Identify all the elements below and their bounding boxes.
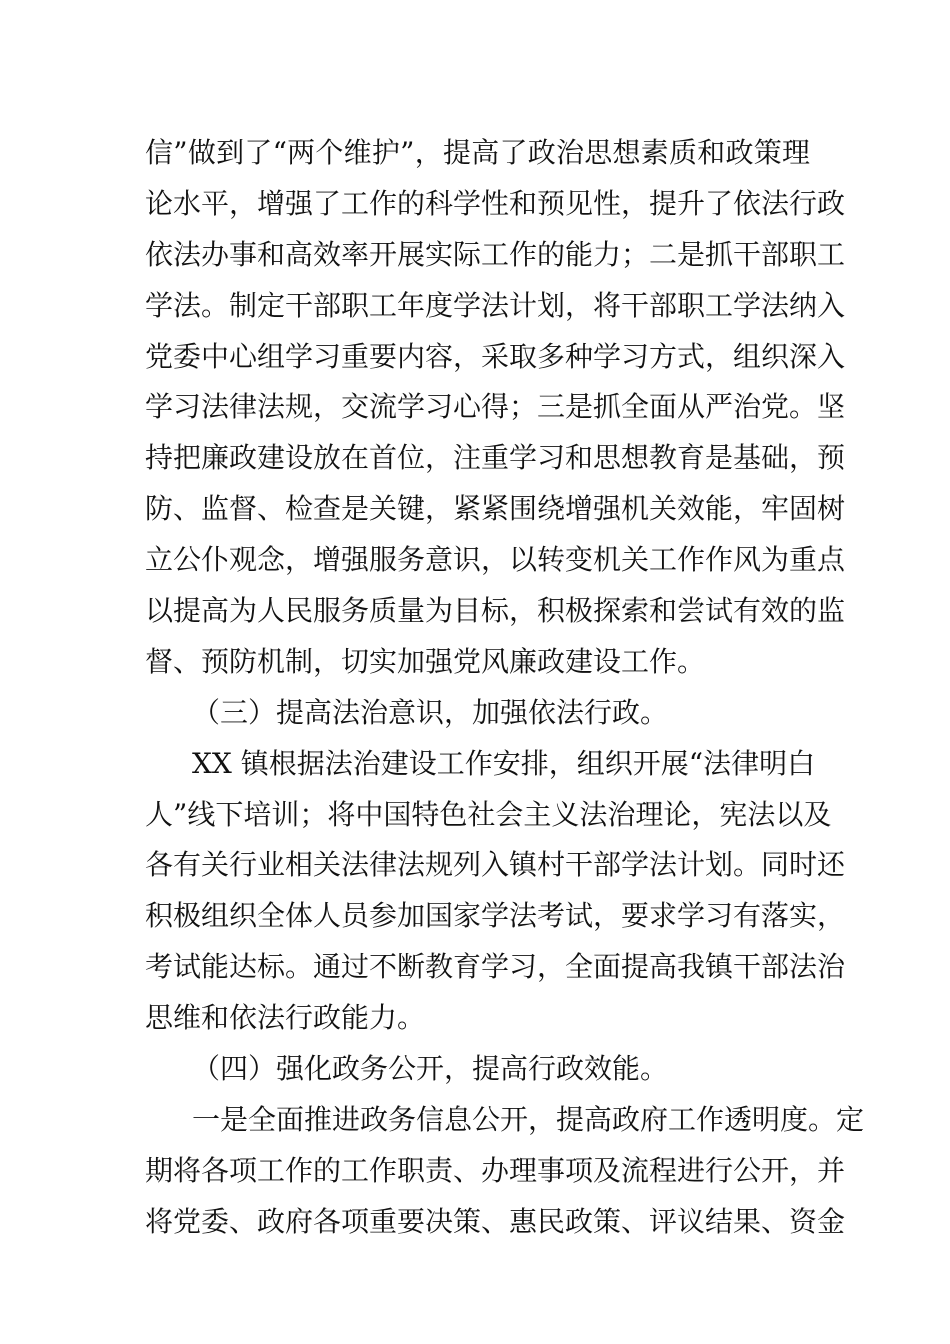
text-line: 期将各项工作的工作职责、办理事项及流程进行公开，并 bbox=[145, 1153, 846, 1187]
text-line: 持把廉政建设放在首位，注重学习和思想教育是基础，预 bbox=[145, 441, 846, 475]
text-line: 学法。制定干部职工年度学法计划，将干部职工学法纳入 bbox=[145, 288, 846, 322]
section-heading-3: （三）提高法治意识，加强依法行政。 bbox=[192, 695, 669, 729]
body-text bbox=[145, 128, 865, 1248]
text-line: 论水平，增强了工作的科学性和预见性，提升了依法行政 bbox=[145, 186, 846, 220]
text-line: 一是全面推进政务信息公开，提高政府工作透明度。定 bbox=[192, 1102, 865, 1136]
text-line: 立公仆观念，增强服务意识，以转变机关工作作风为重点 bbox=[145, 543, 846, 577]
text-line: 各有关行业相关法律法规列入镇村干部学法计划。同时还 bbox=[145, 848, 846, 882]
text-line: 积极组织全体人员参加国家学法考试，要求学习有落实， bbox=[145, 899, 846, 933]
text-line: 督、预防机制，切实加强党风廉政建设工作。 bbox=[145, 644, 706, 678]
text-line: 以提高为人民服务质量为目标，积极探索和尝试有效的监 bbox=[145, 594, 846, 628]
text-line: XX 镇根据法治建设工作安排，组织开展“法律明白 bbox=[192, 746, 816, 780]
text-line: 防、监督、检查是关键，紧紧围绕增强机关效能，牢固树 bbox=[145, 492, 846, 526]
text-line: 学习法律法规，交流学习心得；三是抓全面从严治党。坚 bbox=[145, 390, 846, 424]
text-line: 将党委、政府各项重要决策、惠民政策、评议结果、资金 bbox=[145, 1204, 846, 1238]
text-line: 依法办事和高效率开展实际工作的能力；二是抓干部职工 bbox=[145, 237, 846, 271]
text-line: 信”做到了“两个维护”，提高了政治思想素质和政策理 bbox=[145, 136, 810, 169]
text-line: 考试能达标。通过不断教育学习，全面提高我镇干部法治 bbox=[145, 950, 846, 984]
text-line: 党委中心组学习重要内容，采取多种学习方式，组织深入 bbox=[145, 339, 846, 373]
text-line: 思维和依法行政能力。 bbox=[145, 1001, 426, 1035]
text-line: 人”线下培训；将中国特色社会主义法治理论，宪法以及 bbox=[145, 797, 832, 831]
section-heading-4: （四）强化政务公开，提高行政效能。 bbox=[192, 1052, 669, 1086]
